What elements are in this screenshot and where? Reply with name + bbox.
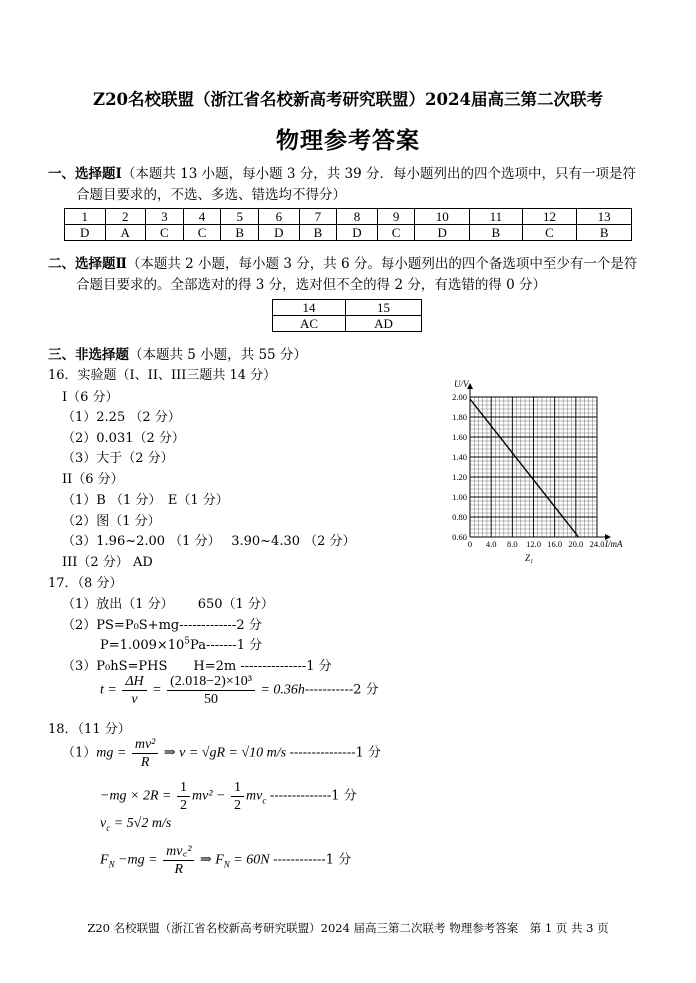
answer-cell: C [183,225,221,241]
fraction [177,779,190,814]
q16-line: II（6 分） [62,472,124,487]
section3-desc: （本题共 5 小题，共 55 分） [129,347,307,363]
frac-den: 50 [204,692,219,707]
u-i-graph [440,372,640,568]
question-number-cell: 14 [273,300,346,316]
answer-cell: D [337,225,378,241]
answer-cell: B [577,225,632,241]
question-number-cell: 4 [183,209,221,225]
answer-cell: B [221,225,259,241]
section2-desc1: （本题共 2 小题，每小题 3 分，共 6 分。每小题列出的四个备选项中至少有一个是符 [126,256,638,272]
frac-num: ΔH [122,673,146,691]
frac-num: mv꜀² [163,843,194,861]
q16-line: I（6 分） [62,390,119,405]
eq-sub: c [106,822,111,833]
section2-answer-table [272,299,422,332]
section1-heading: 一、选择题Ⅰ [48,166,122,182]
question-number-cell: 3 [146,209,184,225]
eq-score: ------------1 分 [273,852,352,868]
fraction [231,779,244,814]
fraction [167,673,255,708]
fraction [132,736,159,771]
section1-line1 [48,162,636,182]
eq-score: --------------1 分 [269,788,357,804]
x-axis-label: I/mA [605,539,623,549]
answer-cell: B [470,225,523,241]
x-tick-label: 0 [467,539,473,549]
q18-eq2 [100,779,357,814]
graph-caption: Z₁ [525,553,534,563]
eq-score: ---------------1 分 [289,745,381,761]
eq-lhs: v [100,816,107,831]
section3-line [48,343,307,363]
eq-t: t [100,682,104,698]
section3-heading: 三、非选择题 [48,347,129,363]
question-number-cell: 9 [377,209,415,225]
question-number-cell: 10 [415,209,470,225]
q16-line: （3）大于（2 分） [62,451,174,466]
graph-axes [467,383,611,540]
eq-mid: mv² − [192,788,226,804]
question-number-cell: 2 [105,209,146,225]
frac-num: 1 [177,779,190,797]
q17-line [62,593,274,612]
question-number-cell: 8 [337,209,378,225]
q17-l3a: P=1.009×10 [100,638,185,653]
graph-series [470,399,578,537]
question-number-cell: 5 [221,209,259,225]
y-tick-label: 1.20 [452,472,467,482]
eq-end: mv [245,788,263,804]
q17-line: （2）PS=P₀S+mg-------------2 分 [62,618,262,633]
eq-sub: c [262,795,267,806]
eq-sub: N [108,859,115,870]
q16-line: （2）图（1 分） [62,514,161,529]
frac-num: mv² [132,736,159,754]
frac-den: v [131,692,138,707]
frac-den: 2 [180,798,188,813]
fraction [163,843,194,878]
eq-lhs: −mg × 2R = [100,788,172,804]
answer-cell: C [377,225,415,241]
x-tick-label: 20.0 [568,539,584,549]
q16-title: 16．实验题（I、II、III三题共 14 分） [48,368,277,383]
header: Z20名校联盟（浙江省名校新高考研究联盟）2024届高三第二次联考 [93,90,603,109]
fit-line [470,399,578,537]
q16-line: （3）1.96~2.00 （1 分） 3.90~4.30 （2 分） [62,534,356,549]
y-tick-label: 1.40 [452,452,467,462]
section2-heading: 二、选择题Ⅱ [48,256,127,272]
question-number-cell: 11 [470,209,523,225]
answer-cell: A [105,225,146,241]
q17-line: （3）P₀hS=PHS H=2m ---------------1 分 [62,659,332,674]
frac-den: 2 [233,798,241,813]
question-number-cell: 1 [65,209,106,225]
y-tick-label: 0.80 [452,512,467,522]
graph-ticks [452,392,604,549]
q16-line: III（2 分） AD [62,555,153,570]
y-axis-label: U/V [454,379,469,389]
q18-eq4 [100,843,351,878]
page-title: 物理参考答案 [276,127,420,154]
q17-equation: t = $\frac{\Delta H}{v}$ = $\frac{\text{(2.018−2)×10³}}{50}$ = 0.36h-----------2 分 [100,674,379,707]
question-number-cell: 12 [522,209,577,225]
eq-rhs: = 5√2 m/s [113,816,172,831]
y-tick-label: 1.60 [452,432,467,442]
y-tick-label: 2.00 [452,392,467,402]
eq-lhs: mg = [96,745,127,761]
q17-title: 17．（8 分） [48,576,123,591]
x-tick-label: 24.0 [589,539,605,549]
x-tick-label: 8.0 [507,539,518,549]
x-tick-label: 4.0 [485,539,497,549]
frac-num: (2.018−2)×10³ [167,673,255,691]
y-tick-label: 1.00 [452,492,467,502]
q17-line [100,634,262,653]
q16-line: （1）2.25 （2 分） [62,410,181,425]
answer-cell: D [259,225,300,241]
answer-cell: C [522,225,577,241]
y-tick-label: 0.60 [452,532,467,542]
q17-l1b: 650（1 分） [197,597,274,612]
question-number-cell: 7 [299,209,337,225]
frac-num: 1 [231,779,244,797]
q18-eq3 [100,816,171,833]
answer-cell: C [146,225,184,241]
frac-den: R [140,755,150,770]
answer-cell: B [299,225,337,241]
q17-l3b: Pa-------1 分 [190,638,263,653]
answer-cell: D [415,225,470,241]
footer: Z20 名校联盟（浙江省名校新高考研究联盟）2024 届高三第二次联考 物理参考答案 第 1 页 共 3 页 [87,921,609,935]
q18-title: 18．（11 分） [48,722,131,737]
q16-line: （1）B （1 分） E（1 分） [62,493,229,508]
graph-grid-major [470,397,597,537]
eq-result: = 60N [233,852,270,868]
question-number-cell: 6 [259,209,300,225]
section1-answer-table [64,208,632,241]
frac-den: R [174,862,184,877]
x-tick-label: 16.0 [547,539,563,549]
q17-l3sup: 5 [184,636,191,647]
section2-desc2: 合题目要求的。全部选对的得 3 分，选对但不全的得 2 分，有选错的得 0 分） [76,277,547,293]
eq-mid: −mg = [118,852,158,868]
eq-sub: N [223,859,230,870]
section2-line1 [48,252,637,272]
eq-score: -----------2 分 [304,682,379,698]
x-tick-label: 12.0 [526,539,541,549]
y-tick-label: 1.80 [452,412,467,422]
q18-eq1 [62,736,381,771]
question-number-cell: 13 [577,209,632,225]
eq-rhs: ⇒ v = √gR = √10 m/s [163,745,287,761]
eq-lhs: F [100,852,109,868]
section1-desc2: 合题目要求的，不选、多选、错选均不得分） [76,187,346,203]
answer-cell: AC [273,316,346,332]
eq-result: = 0.36h [260,682,305,698]
answer-cell: D [65,225,106,241]
eq-prefix: （1） [62,745,97,761]
section1-desc1: （本题共 13 小题，每小题 3 分，共 39 分．每小题列出的四个选项中，只有一项是符 [121,166,637,182]
fraction [122,673,146,708]
eq-rhs: ⇒ F [199,852,224,868]
q17-l1a: （1）放出（1 分） [62,597,174,612]
answer-cell: AD [346,316,422,332]
q16-line: （2）0.031（2 分） [62,431,185,446]
question-number-cell: 15 [346,300,422,316]
